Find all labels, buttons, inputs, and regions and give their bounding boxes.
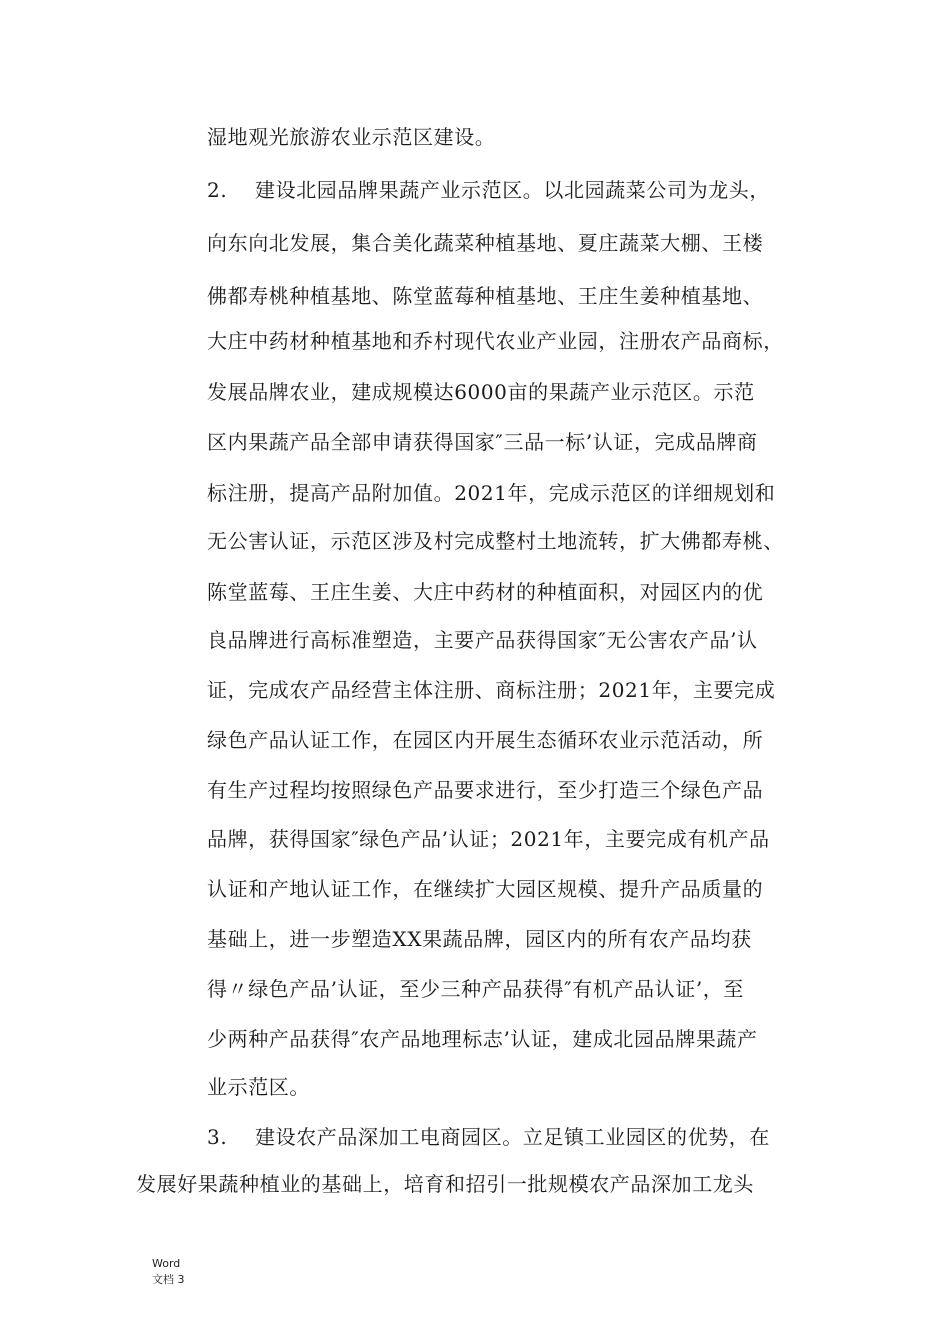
- body-line: 得〃绿色产品’认证，至少三种产品获得″有机产品认证’，至: [207, 977, 744, 1001]
- list-item-2: [207, 176, 770, 204]
- body-line: 有生产过程均按照绿色产品要求进行，至少打造三个绿色产品: [207, 778, 764, 802]
- body-line: 基础上，进一步塑造XX果蔬品牌，园区内的所有农产品均获: [207, 927, 752, 951]
- list-item-text: 建设农产品深加工电商园区。立足镇工业园区的优势，在: [255, 1125, 770, 1149]
- body-line: 佛都寿桃种植基地、陈堂蓝莓种植基地、王庄生姜种植基地、: [207, 284, 764, 308]
- list-item-number: 2.: [207, 178, 228, 202]
- body-line: 无公害认证，示范区涉及村完成整村土地流转，扩大佛都寿桃、: [207, 529, 784, 553]
- body-line: 大庄中药材种植基地和乔村现代农业产业园，注册农产品商标，: [207, 329, 784, 353]
- body-line: 陈堂蓝莓、王庄生姜、大庄中药材的种植面积，对园区内的优: [207, 580, 764, 604]
- body-line: 绿色产品认证工作，在园区内开展生态循环农业示范活动，所: [207, 728, 764, 752]
- body-line: 发展品牌农业，建成规模达6000亩的果蔬产业示范区。示范: [207, 380, 755, 404]
- list-item-number: 3.: [207, 1125, 228, 1149]
- body-line: 少两种产品获得″农产品地理标志’认证，建成北园品牌果蔬产: [207, 1027, 758, 1051]
- body-line: 业示范区。: [207, 1075, 310, 1099]
- body-line: 发展好果蔬种植业的基础上，培育和招引一批规模农产品深加工龙头: [136, 1172, 754, 1196]
- body-line: 向东向北发展，集合美化蔬菜种植基地、夏庄蔬菜大棚、王楼: [207, 231, 764, 255]
- body-line: 区内果蔬产品全部申请获得国家″三品一标’认证，完成品牌商: [207, 430, 758, 454]
- body-line: 品牌，获得国家″绿色产品’认证；2021年，主要完成有机产品: [207, 827, 770, 851]
- body-line: 证，完成农产品经营主体注册、商标注册；2021年，主要完成: [207, 678, 776, 702]
- body-line: 湿地观光旅游农业示范区建设。: [207, 125, 496, 149]
- body-line: 标注册，提高产品附加值。2021年，完成示范区的详细规划和: [207, 481, 776, 505]
- footer-page-label: 文档 3: [152, 1273, 185, 1286]
- body-line: 认证和产地认证工作，在继续扩大园区规模、提升产品质量的: [207, 877, 764, 901]
- footer-app-label: Word: [152, 1257, 181, 1270]
- body-line: 良品牌进行高标准塑造，主要产品获得国家″无公害农产品’认: [207, 628, 758, 652]
- list-item-3: [207, 1123, 770, 1151]
- list-item-text: 建设北园品牌果蔬产业示范区。以北园蔬菜公司为龙头，: [255, 178, 770, 202]
